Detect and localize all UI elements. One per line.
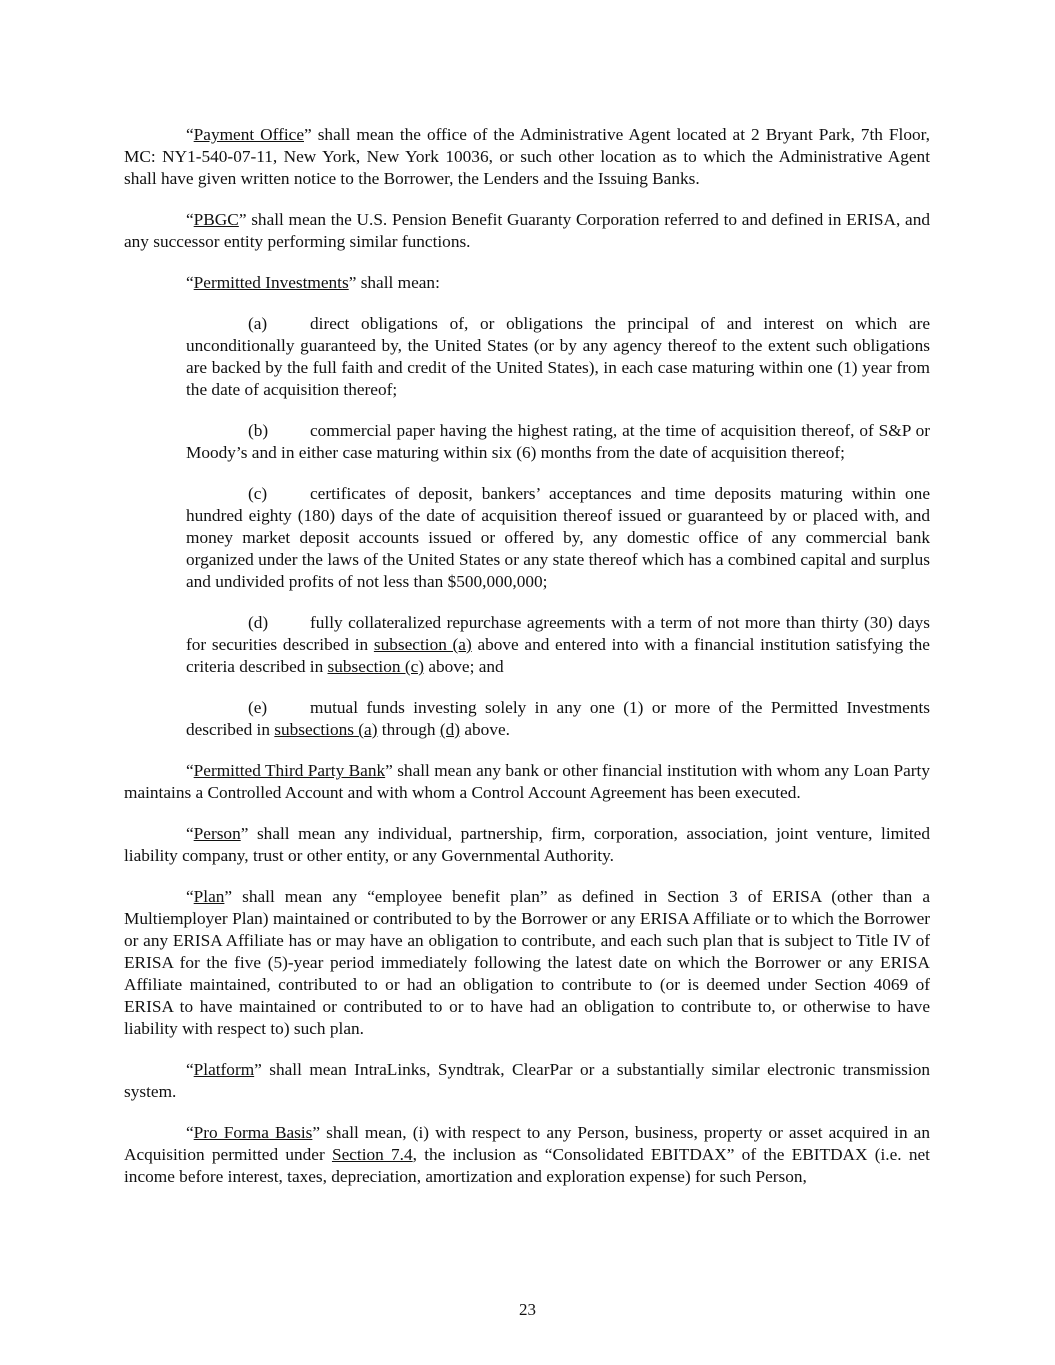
item-text: direct obligations of, or obligations the principal of and interest on which are unconditionally guaranteed by, the United States (or by any agency thereof to the extent such obligations are backed by the full faith and credit of the United States), in each case maturing within one (1) year from the date of acquisition thereof; xyxy=(186,314,930,399)
definition-person: “Person” shall mean any individual, partnership, firm, corporation, association, joint venture, limited liability company, trust or other entity, or any Governmental Authority. xyxy=(124,824,930,865)
definition-payment-office: “Payment Office” shall mean the office of the Administrative Agent located at 2 Bryant Park, 7th Floor, MC: NY1-540-07-11, New York, New York 10036, or such other location as to which the Administrative Agent shall have given written notice to the Borrower, the Lenders and the Issuing Banks. xyxy=(124,125,930,188)
definition-permitted-investments: “Permitted Investments” shall mean: xyxy=(186,273,440,292)
investment-item-b xyxy=(186,420,930,464)
item-label: (a) xyxy=(248,314,268,333)
cross-reference-link: subsections (a) xyxy=(274,720,378,739)
page-number: 23 xyxy=(519,1300,536,1319)
cross-reference-link: (d) xyxy=(439,720,461,739)
investment-item-c xyxy=(186,483,930,593)
defined-term: Pro Forma Basis xyxy=(193,1123,313,1142)
defined-term: PBGC xyxy=(193,210,239,229)
defined-term: Person xyxy=(193,824,241,843)
definition-text: ” shall mean any individual, partnership, firm, corporation, association, joint venture, limited liability company, trust or other entity, or any Governmental Authority. xyxy=(124,824,930,865)
cross-reference-link: Section 7.4 xyxy=(331,1145,413,1164)
definition-text: ” shall mean: xyxy=(348,273,440,292)
definition-platform: “Platform” shall mean IntraLinks, Syndtrak, ClearPar or a substantially similar electronic transmission system. xyxy=(124,1060,930,1101)
definition-text: ” shall mean IntraLinks, Syndtrak, ClearPar or a substantially similar electronic transmission system. xyxy=(124,1060,930,1101)
document-page xyxy=(124,124,930,1207)
definition-pbgc: “PBGC” shall mean the U.S. Pension Benefit Guaranty Corporation referred to and defined in ERISA, and any successor entity performing similar functions. xyxy=(124,210,930,251)
defined-term: Platform xyxy=(193,1060,255,1079)
defined-term: Permitted Third Party Bank xyxy=(193,761,386,780)
item-text: certificates of deposit, bankers’ acceptances and time deposits maturing within one hundred eighty (180) days of the date of acquisition thereof issued or guaranteed by or placed with, and money market deposit accounts issued or offered by, any domestic office of any commercial bank organized under the laws of the United States or any state thereof which has a combined capital and surplus and undivided profits of not less than $500,000,000; xyxy=(186,484,930,591)
cross-reference-link: subsection (a) xyxy=(373,635,472,654)
definition-text: ” shall mean any “employee benefit plan” as defined in Section 3 of ERISA (other than a Multiemployer Plan) maintained or contributed to by the Borrower or any ERISA Affiliate or to which the Borrower or any ERISA Affiliate has or may have an obligation to contribute, and each such plan that is subject to Title IV of ERISA for the five (5)-year period immediately following the latest date on which the Borrower or any ERISA Affiliate maintained, contributed to or had an obligation to contribute to (or is deemed under Section 4069 of ERISA to have maintained or contributed to or to have had an obligation to contribute to, or otherwise to have liability with respect to) such plan. xyxy=(124,887,930,1038)
defined-term: Plan xyxy=(193,887,225,906)
item-label: (d) xyxy=(248,613,269,632)
definition-text: ” shall mean the U.S. Pension Benefit Guaranty Corporation referred to and defined in ERISA, and any successor entity performing similar functions. xyxy=(124,210,930,251)
defined-term: Permitted Investments xyxy=(193,273,349,292)
definition-permitted-third-party-bank: “Permitted Third Party Bank” shall mean any bank or other financial institution with whom any Loan Party maintains a Controlled Account and with whom a Control Account Agreement has been executed. xyxy=(124,761,930,802)
definition-text: ” shall mean the office of the Administrative Agent located at 2 Bryant Park, 7th Floor, MC: NY1-540-07-11, New York, New York 10036, or such other location as to which the Administrative Agent shall have given written notice to the Borrower, the Lenders and the Issuing Banks. xyxy=(124,125,930,188)
investment-item-a xyxy=(186,313,930,401)
investment-item-e: (e) mutual funds investing solely in any one (1) or more of the Permitted Investments described in subsections (a) through (d) above. xyxy=(186,698,930,739)
definition-pro-forma-basis: “Pro Forma Basis” shall mean, (i) with respect to any Person, business, property or asset acquired in an Acquisition permitted under Section 7.4, the inclusion as “Consolidated EBITDAX” of the EBITDAX (i.e. net income before interest, taxes, depreciation, amortization and exploration expense) for such Person, xyxy=(124,1123,930,1186)
defined-term: Payment Office xyxy=(193,125,304,144)
item-label: (b) xyxy=(248,421,269,440)
definition-text: ” shall mean any bank or other financial institution with whom any Loan Party maintains a Controlled Account and with whom a Control Account Agreement has been executed. xyxy=(124,761,930,802)
definition-plan: “Plan” shall mean any “employee benefit plan” as defined in Section 3 of ERISA (other than a Multiemployer Plan) maintained or contributed to by the Borrower or any ERISA Affiliate or to which the Borrower or any ERISA Affiliate has or may have an obligation to contribute, and each such plan that is subject to Title IV of ERISA for the five (5)-year period immediately following the latest date on which the Borrower or any ERISA Affiliate maintained, contributed to or had an obligation to contribute to (or is deemed under Section 4069 of ERISA to have maintained or contributed to or to have had an obligation to contribute to, or otherwise to have liability with respect to) such plan. xyxy=(124,887,930,1038)
cross-reference-link: subsection (c) xyxy=(327,657,425,676)
item-text: commercial paper having the highest rating, at the time of acquisition thereof, of S&P or Moody’s and in either case maturing within six (6) months from the date of acquisition thereof; xyxy=(186,421,930,462)
investment-item-d: (d) fully collateralized repurchase agreements with a term of not more than thirty (30) days for securities described in subsection (a) above and entered into with a financial institution satisfying the criteria described in subsection (c) above; and xyxy=(186,613,930,676)
item-label: (e) xyxy=(248,698,268,717)
item-label: (c) xyxy=(248,484,268,503)
